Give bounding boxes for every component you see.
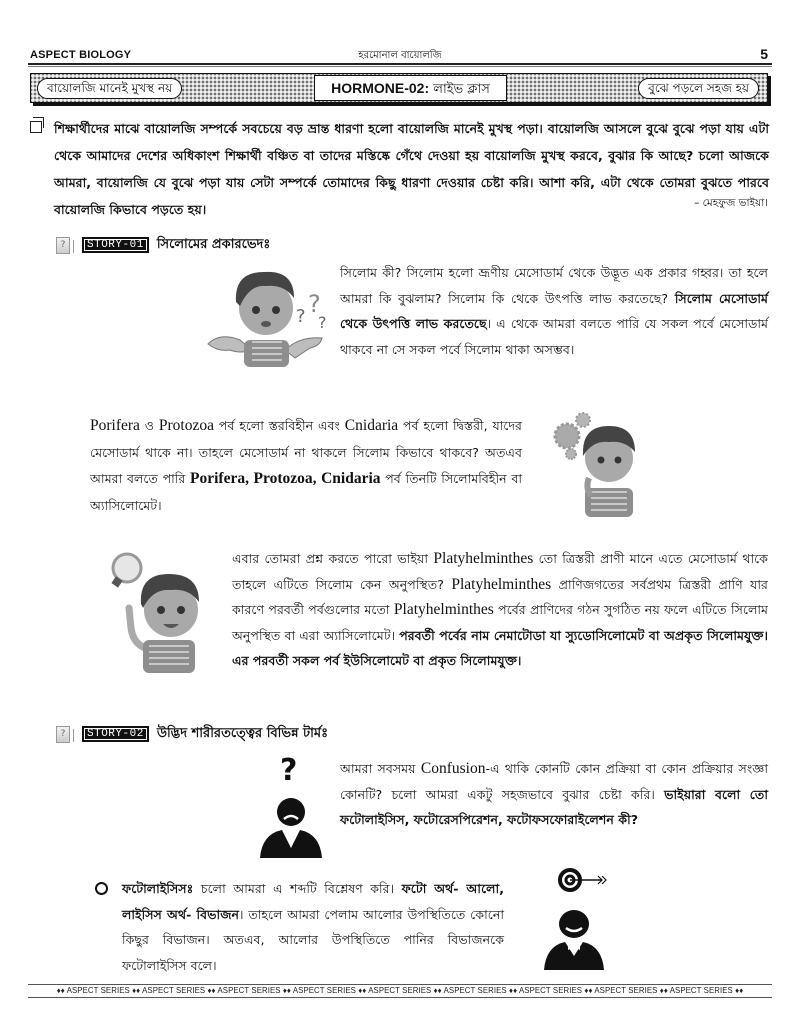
story-01-paragraph-2 xyxy=(90,413,522,519)
text-run: । এ থেকে আমরা বলতে পারি যে সকল পর্বে মেসোডার্ম থাকবে না সে সকল পর্বে সিলোম থাকা অসম্ভব। xyxy=(340,316,768,357)
bold-run: সিলোম মেসোডার্ম থেকে উৎপত্তি লাভ করতেছে xyxy=(340,290,769,331)
story-tag: STORY-02 xyxy=(82,726,149,742)
text-run: পর্ব তিনটি সিলোমবিহীন বা অ্যাসিলোমেট। xyxy=(90,471,522,513)
text-run: পর্ব হলো দ্বিস্তরী, যাদের মেসোডার্ম থাকে না। তাহলে মেসোডার্ম না থাকলে সিলোম কিভাবে থাকবে? অতএব আমরা বলতে পারি xyxy=(90,418,522,486)
latin-run: Porifera xyxy=(90,417,140,434)
latin-run: Protozoa xyxy=(158,417,214,434)
banner-left-pill: বায়োলজি মানেই মুখস্থ নয় xyxy=(37,78,182,99)
puzzled-man-pictogram xyxy=(256,752,326,858)
story-01-paragraph-3 xyxy=(232,546,768,674)
story-02-paragraph-1 xyxy=(340,756,768,833)
footer-series-strip: ♦♦ ASPECT SERIES ♦♦ ASPECT SERIES ♦♦ ASPECT SERIES ♦♦ ASPECT SERIES ♦♦ ASPECT SERIES ♦♦ ASPECT SERIES ♦♦ ASPECT SERIES ♦♦ ASPECT SERIES ♦♦ ASPECT SERIES ♦♦ xyxy=(56,986,744,995)
bold-run: ভাইয়ারা বলো তো ফটোলাইসিস, ফটোরেসপিরেশন, ফটোফসফোরাইলেশন কী? xyxy=(340,786,768,827)
text-run: প্রাণিজগতের সর্বপ্রথম ত্রিস্তরী প্রাণি যার কারণে পরবর্তী পর্বগুলোর মতো xyxy=(232,576,768,617)
story-tag: STORY-01 xyxy=(82,237,149,253)
latin-run: Platyhelminthes xyxy=(433,550,534,567)
term-label: ফটোলাইসিসঃ xyxy=(122,881,194,896)
notebook-icon xyxy=(30,121,42,133)
question-book-icon: ? xyxy=(56,237,70,254)
intro-paragraph xyxy=(54,115,769,223)
latin-bold-run: Porifera, Protozoa, Cnidaria xyxy=(190,470,381,487)
text-run: চলো আমরা এ শব্দটি বিশ্লেষণ করি। xyxy=(193,881,402,896)
photolysis-definition xyxy=(122,876,504,978)
text-run: সিলোম কী? সিলোম হলো ভ্রূণীয় মেসোডার্ম থেকে উদ্ভূত এক প্রকার গহ্বর। তা হলে আমরা কি বুঝলাম? সিলোম কি থেকে উৎপত্তি লাভ করতেছে? xyxy=(340,265,768,306)
latin-run: Cnidaria xyxy=(344,417,399,434)
svg-text:?: ? xyxy=(280,753,298,788)
text-run: -এ থাকি কোনটি কোন প্রক্রিয়া বা কোন প্রক্রিয়ার সংজ্ঞা কোনটি? চলো আমরা একটু সহজভাবে বুঝার চেষ্টা করি। xyxy=(340,761,768,802)
text-run: পর্ব হলো স্তরবিহীন এবং xyxy=(213,418,345,433)
intro-text: শিক্ষার্থীদের মাঝে বায়োলজি সম্পর্কে সবচেয়ে বড় ভ্রান্ত ধারণা হলো বায়োলজি মানেই মুখস্থ পড়া। বায়োলজি আসলে বুঝে বুঝে পড়া যায় এটা থেকে আমাদের দেশের অধিকাংশ শিক্ষার্থী বঞ্চিত বা তাদের মস্তিষ্কে গেঁথে দেওয়া হয় বায়োলজি মুখস্থ করবে, বুঝার কি আছে? চলো আজকে আমরা, বায়োলজি যে বুঝে পড়া যায় সেটা সম্পর্কে তোমাদের কিছু ধারণা দেওয়ার চেষ্টা করি। আশা করি, এটা থেকে তোমরা বুঝতে পারবে বায়োলজি কিভাবে পড়তে হয়। xyxy=(54,121,769,217)
confused-boy-illustration xyxy=(200,262,330,367)
banner-title-en: HORMONE-02: xyxy=(331,80,430,96)
latin-run: Confusion xyxy=(420,760,486,777)
page-number: 5 xyxy=(760,46,768,62)
header-rule xyxy=(28,63,772,65)
latin-run: Platyhelminthes xyxy=(393,601,494,618)
banner-title-bn: লাইভ ক্লাস xyxy=(429,82,490,97)
topic-banner xyxy=(30,73,768,103)
bold-run: ফটো অর্থ- আলো, লাইসিস অর্থ- বিভাজন xyxy=(122,881,504,922)
text-run: পর্বের প্রাণিদের গঠন সুগঠিত নয় ফলে এটিতে সিলোম অনুপস্থিত বা এরা অ্যাসিলোমেট। xyxy=(232,602,768,643)
text-run: ও xyxy=(139,418,159,433)
banner-right-pill: বুঝে পড়লে সহজ হয় xyxy=(638,78,759,99)
question-book-icon: ? xyxy=(56,726,70,743)
footer-rule xyxy=(28,997,772,998)
text-run: আমরা সবসময় xyxy=(340,761,421,776)
story-title: উদ্ভিদ শারীরতত্ত্বের বিভিন্ন টার্মঃ xyxy=(156,725,329,741)
thinking-boy-illustration xyxy=(545,412,645,517)
story-02-heading xyxy=(56,724,328,744)
chapter-title: হরমোনাল বায়োলজি xyxy=(358,50,442,61)
banner-title xyxy=(314,75,507,101)
circle-bullet-icon xyxy=(95,882,108,895)
book-title: ASPECT BIOLOGY xyxy=(30,49,132,61)
footer-rule xyxy=(28,984,772,985)
latin-run: Platyhelminthes xyxy=(451,575,552,593)
story-title: সিলোমের প্রকারভেদঃ xyxy=(156,236,271,252)
text-run: তো ত্রিস্তরী প্রাণী মানে এতে মেসোডার্ম থাকে তাহলে এটিতে সিলোম কেন অনুপস্থিত? xyxy=(232,551,768,592)
story-01-paragraph-1 xyxy=(340,260,768,362)
svg-text:?: ? xyxy=(308,290,321,318)
story-01-heading xyxy=(56,235,270,255)
svg-text:?: ? xyxy=(318,313,327,332)
idea-boy-illustration xyxy=(103,548,208,673)
text-run: এবার তোমরা প্রশ্ন করতে পারো ভাইয়া xyxy=(232,551,434,566)
svg-text:?: ? xyxy=(296,306,306,327)
header-rule-thin xyxy=(28,66,772,67)
intro-author: – মেহফুজ ভাইয়া। xyxy=(694,197,768,209)
text-run: । তাহলে আমরা পেলাম আলোর উপস্থিতিতে কোনো কিছুর বিভাজন। অতএব, আলোর উপস্থিতিতে পানির বিভাজনকে ফটোলাইসিস বলে। xyxy=(122,906,504,973)
bold-run: পরবর্তী পর্বের নাম নেমাটোডা যা স্যুডোসিলোমেট বা অপ্রকৃত সিলোমযুক্ত। এর পরবর্তী সকল পর্ব ইউসিলোমেট বা প্রকৃত সিলোমযুক্ত। xyxy=(232,627,768,668)
target-man-pictogram xyxy=(540,866,615,970)
